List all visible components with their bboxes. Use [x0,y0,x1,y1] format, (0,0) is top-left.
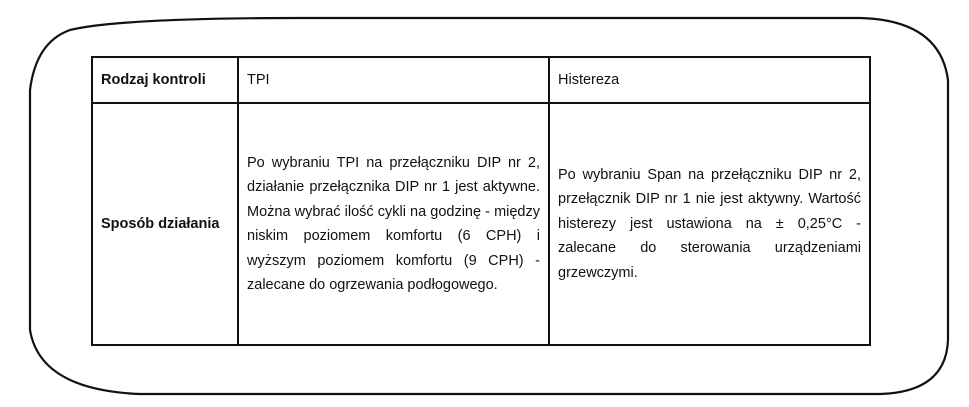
header-tpi-cell [239,58,548,102]
tpi-description-cell [239,104,548,344]
row-label: Sposób działania [101,215,220,232]
header-label-cell [93,58,237,102]
histereza-description: Po wybraniu Span na przełączniku DIP nr 2, przełącznik DIP nr 1 nie jest aktywny. Wartość histerezy jest ustawiona na ± 0,25°C - zalecane do sterowania urządzeniami grzewczymi. [558,166,861,281]
row-label-cell [93,104,237,344]
tpi-description: Po wybraniu TPI na przełączniku DIP nr 2, działanie przełącznika DIP nr 1 jest aktywne. Można wybrać ilość cykli na godzinę - między niskim poziomem komfortu (6 CPH) i wyższym poziomem komfortu (9 CPH) - zalecane do ogrzewania podłogowego. [247,154,540,293]
header-label: Rodzaj kontroli [101,71,206,88]
header-tpi: TPI [247,71,270,88]
histereza-description-cell [550,104,869,344]
header-histereza-cell [550,58,869,102]
header-histereza: Histereza [558,71,620,88]
control-table [91,56,871,346]
